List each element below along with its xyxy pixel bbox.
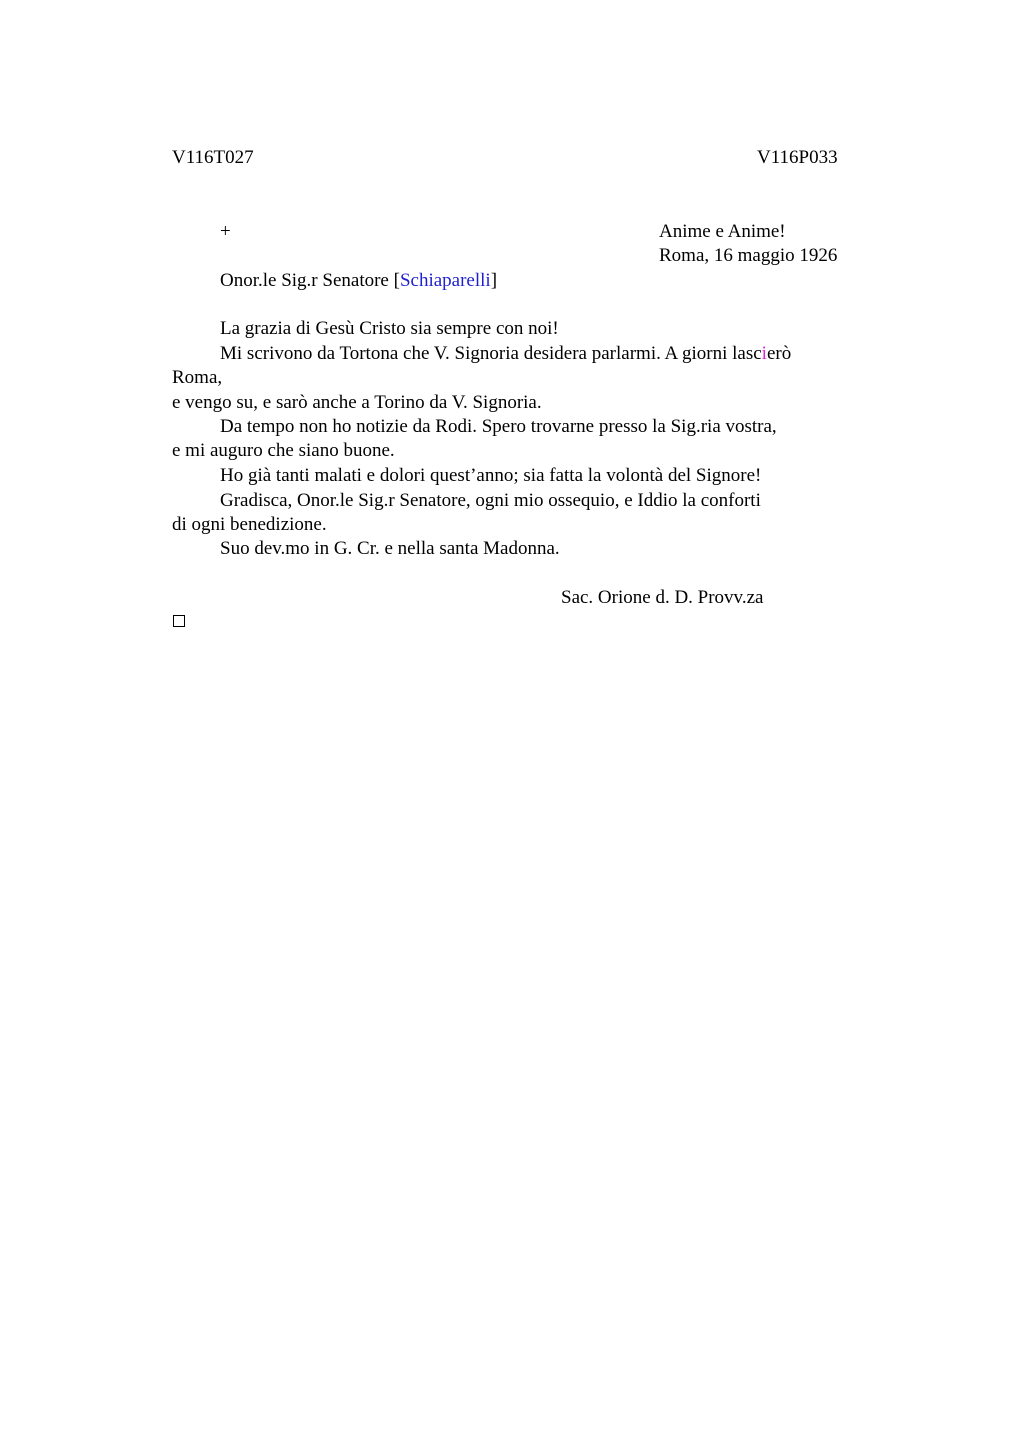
paragraph-2-line-1: Da tempo non ho notizie da Rodi. Spero trovarne presso la Sig.ria vostra, bbox=[220, 416, 777, 437]
cross-symbol: + bbox=[220, 221, 231, 242]
paragraph-1-line-2: Roma, bbox=[172, 367, 223, 388]
closing-line: Suo dev.mo in G. Cr. e nella santa Madonna. bbox=[220, 538, 560, 559]
motto: Anime e Anime! bbox=[659, 221, 786, 242]
right-document-code: V116P033 bbox=[757, 147, 838, 168]
signature: Sac. Orione d. D. Provv.za bbox=[561, 587, 764, 608]
p1-line1-start: Mi scrivono da Tortona che V. Signoria desidera parlarmi. A giorni lasc bbox=[220, 343, 762, 364]
paragraph-1-line-3: e vengo su, e sarò anche a Torino da V. Signoria. bbox=[172, 392, 542, 413]
paragraph-3-line-1: Ho già tanti malati e dolori quest’anno; sia fatta la volontà del Signore! bbox=[220, 465, 762, 486]
p1-highlighted-letter: i bbox=[761, 343, 767, 364]
paragraph-1-line-1 bbox=[220, 342, 791, 366]
paragraph-2-line-2: e mi auguro che siano buone. bbox=[172, 440, 395, 461]
recipient-prefix: Onor.le Sig.r Senatore [ bbox=[220, 270, 400, 291]
left-document-code: V116T027 bbox=[172, 147, 254, 168]
recipient-line bbox=[220, 269, 497, 293]
recipient-name: Schiaparelli bbox=[399, 270, 491, 291]
end-box-icon bbox=[173, 615, 185, 627]
p1-line1-end: erò bbox=[766, 343, 792, 364]
paragraph-4-line-2: di ogni benedizione. bbox=[172, 514, 327, 535]
recipient-suffix: ] bbox=[490, 270, 498, 291]
place-date: Roma, 16 maggio 1926 bbox=[659, 245, 838, 266]
paragraph-4-line-1: Gradisca, Onor.le Sig.r Senatore, ogni mio ossequio, e Iddio la conforti bbox=[220, 490, 761, 511]
greeting: La grazia di Gesù Cristo sia sempre con noi! bbox=[220, 318, 559, 339]
